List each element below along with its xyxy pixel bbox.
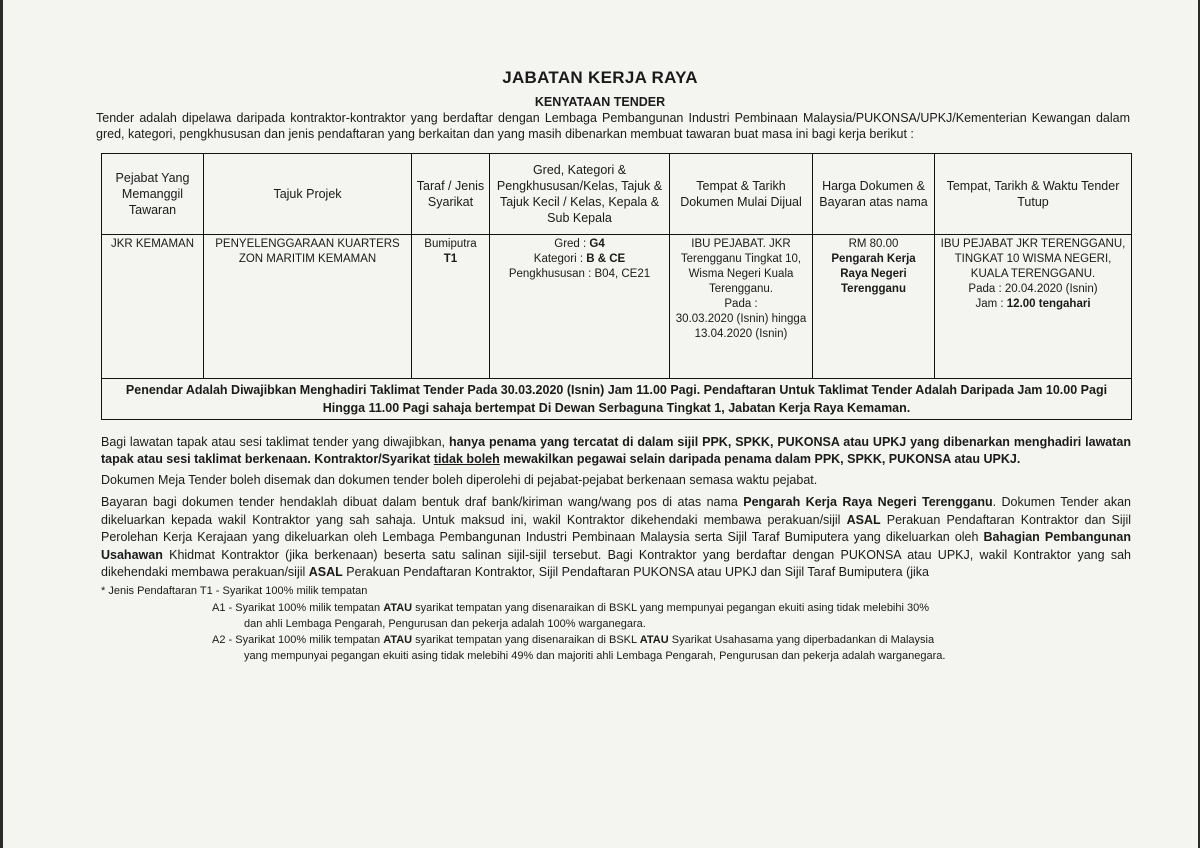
cell-harga xyxy=(813,235,935,379)
site-visit-text: Bagi lawatan tapak atau sesi taklimat tender yang diwajibkan, xyxy=(101,435,449,449)
tempat-address: IBU PEJABAT. JKR Terengganu Tingkat 10, Wisma Negeri Kuala Terengganu. xyxy=(680,238,802,295)
document-table-paragraph: Dokumen Meja Tender boleh disemak dan dokumen tender boleh diperolehi di pejabat-pejabat berkenaan semasa waktu pejabat. xyxy=(101,473,818,487)
intro-paragraph: Tender adalah dipelawa daripada kontraktor-kontraktor yang berdaftar dengan Lembaga Pembangunan Industri Pembinaan Malaysia/PUKONSA/UPKJ/Kementerian Kewangan dalam gred, kategori, pengkhususan dan jenis pendaftaran yang berkaitan dan yang masih dibenarkan membuat tawaran buat masa ini bagi kerja berikut : xyxy=(96,111,1130,141)
tutup-time xyxy=(938,297,1128,312)
harga-value: RM 80.00 xyxy=(848,238,899,250)
header-harga: Harga Dokumen & Bayaran atas nama xyxy=(813,154,935,235)
footnote-a2-atau-2: ATAU xyxy=(639,634,669,646)
footnote-a1-text-2: syarikat tempatan yang disenaraikan di BSKL yang mempunyai pegangan ekuiti asing tidak melebihi 30% xyxy=(412,602,930,614)
table-row xyxy=(102,235,1132,379)
kategori-line xyxy=(493,252,666,267)
header-project: Tajuk Projek xyxy=(204,154,412,235)
tutup-address: IBU PEJABAT JKR TERENGGANU, TINGKAT 10 WISMA NEGERI, KUALA TERENGGANU. xyxy=(940,238,1126,280)
payment-paragraph xyxy=(101,494,1131,582)
cell-gred xyxy=(490,235,670,379)
cell-tempat xyxy=(670,235,813,379)
payment-bahagian: Bahagian Pembangunan Usahawan xyxy=(101,530,1131,562)
tutup-date: Pada : 20.04.2020 (Isnin) xyxy=(968,283,1098,295)
footnote-a2-text: Syarikat 100% milik tempatan xyxy=(235,634,384,646)
cell-tutup xyxy=(935,235,1132,379)
footnote-a1-text: Syarikat 100% milik tempatan xyxy=(235,602,384,614)
cell-office: JKR KEMAMAN xyxy=(102,235,204,379)
payment-asal-2: ASAL xyxy=(308,565,343,579)
site-visit-underline: tidak boleh xyxy=(433,452,500,466)
footnote-a2-atau-1: ATAU xyxy=(383,634,413,646)
footnote-a2-text-3: Syarikat Usahasama yang diperbadankan di Malaysia xyxy=(668,634,935,646)
footnote-t1: * Jenis Pendaftaran T1 - Syarikat 100% milik tempatan xyxy=(101,585,368,597)
gred-label: Gred : xyxy=(554,238,590,250)
site-visit-bold: hanya penama yang tercatat di dalam sijil PPK, SPKK, PUKONSA atau UPKJ yang dibenarkan menghadiri lawatan tapak atau sesi taklimat berkenaan. Kontraktor/Syarikat xyxy=(101,435,1131,466)
footnote-a2-text-2: syarikat tempatan yang disenaraikan di BSKL xyxy=(412,634,640,646)
header-gred: Gred, Kategori & Pengkhususan/Kelas, Tajuk & Tajuk Kecil / Kelas, Kepala & Sub Kepala xyxy=(490,154,670,235)
payment-payee: Pengarah Kerja Raya Negeri Terengganu xyxy=(743,495,993,509)
tempat-dates: 30.03.2020 (Isnin) hingga 13.04.2020 (Isnin) xyxy=(675,313,807,340)
site-visit-paragraph xyxy=(101,434,1131,468)
header-tempat: Tempat & Tarikh Dokumen Mulai Dijual xyxy=(670,154,813,235)
kategori-value: B & CE xyxy=(586,253,626,265)
document-subtitle: KENYATAAN TENDER xyxy=(534,95,666,109)
payment-text-3: Perakuan Pendaftaran Kontraktor dan Sijil Perolehan Kerja Kerajaan yang dikeluarkan oleh Lembaga Pembangunan Industri Pembinaan Malaysia serta Sijil Taraf Bumiputera yang dikeluarkan oleh xyxy=(101,512,1132,544)
kategori-label: Kategori : xyxy=(533,253,587,265)
footnote-a2 xyxy=(212,633,1112,648)
site-visit-bold-end: mewakilkan pegawai selain daripada penama dalam PPK, SPKK, PUKONSA atau UPKJ. xyxy=(499,452,1021,466)
taraf-type: Bumiputra xyxy=(424,238,477,250)
footnote-a1-atau: ATAU xyxy=(383,602,413,614)
payment-text-5: Perakuan Pendaftaran Kontraktor, Sijil Pendaftaran PUKONSA atau UPKJ dan Sijil Taraf Bumiputera (jika xyxy=(342,565,929,579)
payment-text-2: . Dokumen Tender akan dikeluarkan kepada wakil Kontraktor yang sah sahaja. Untuk maksud ini, wakil Kontraktor dikehendaki membawa perakuan/sijil xyxy=(101,495,1131,527)
payment-text-4: Khidmat Kontraktor (jika berkenaan) beserta satu salinan sijil-sijil tersebut. Bagi Kontraktor yang berdaftar dengan PUKONSA atau UPKJ, wakil Kontraktor yang sah dikehendaki membawa perakuan/sijil xyxy=(101,547,1131,579)
cell-taraf xyxy=(412,235,490,379)
table-header-row xyxy=(102,154,1132,235)
payment-text-1: Bayaran bagi dokumen tender hendaklah dibuat dalam bentuk draf bank/kiriman wang/wang pos di atas nama xyxy=(101,495,744,509)
gred-value: G4 xyxy=(589,238,605,250)
footnote-a1 xyxy=(212,601,1112,616)
footnote-a1-label: A1 - xyxy=(212,602,236,614)
footnote-a1-line2: dan ahli Lembaga Pengarah, Pengurusan dan pekerja adalah 100% warganegara. xyxy=(244,618,646,630)
tutup-time-label: Jam : xyxy=(975,298,1007,310)
cell-project: PENYELENGGARAAN KUARTERS ZON MARITIM KEMAMAN xyxy=(204,235,412,379)
document-title: JABATAN KERJA RAYA xyxy=(502,68,698,87)
footnote-a2-label: A2 - xyxy=(212,634,236,646)
tutup-time-value: 12.00 tengahari xyxy=(1006,298,1091,310)
taraf-code: T1 xyxy=(443,253,458,265)
header-tutup: Tempat, Tarikh & Waktu Tender Tutup xyxy=(935,154,1132,235)
pengkhususan-line: Pengkhususan : B04, CE21 xyxy=(508,268,651,280)
tempat-pada: Pada : xyxy=(724,298,758,310)
gred-line xyxy=(493,237,666,252)
header-office: Pejabat Yang Memanggil Tawaran xyxy=(102,154,204,235)
notice-row xyxy=(102,379,1132,420)
footnote-a2-line2: yang mempunyai pegangan ekuiti asing tidak melebihi 49% dan majoriti ahli Lembaga Pengarah, Pengurusan dan pekerja adalah warganegara. xyxy=(244,650,946,662)
bayaran-name: Pengarah Kerja Raya Negeri Terengganu xyxy=(831,253,916,295)
payment-asal-1: ASAL xyxy=(846,512,881,527)
header-taraf: Taraf / Jenis Syarikat xyxy=(412,154,490,235)
tender-table xyxy=(101,153,1132,420)
briefing-notice: Penendar Adalah Diwajibkan Menghadiri Taklimat Tender Pada 30.03.2020 (Isnin) Jam 11.00 Pagi. Pendaftaran Untuk Taklimat Tender Adalah Daripada Jam 10.00 Pagi Hingga 11.00 Pagi sahaja bertempat Di Dewan Serbaguna Tingkat 1, Jabatan Kerja Raya Kemaman. xyxy=(102,379,1132,420)
